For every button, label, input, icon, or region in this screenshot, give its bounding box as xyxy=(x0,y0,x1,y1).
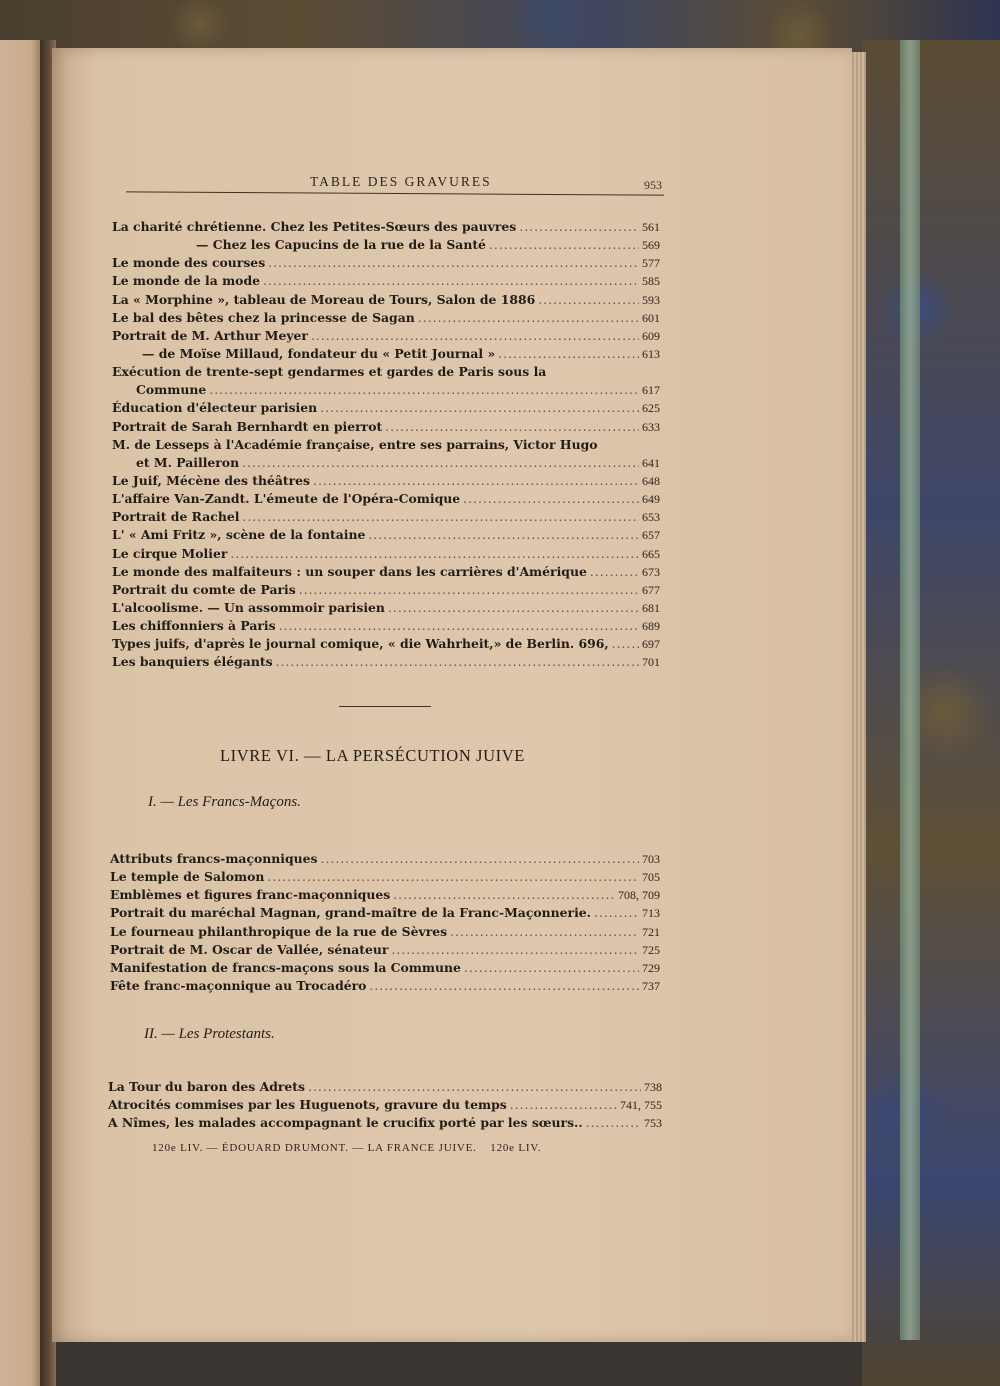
entry-page-number: 681 xyxy=(642,600,660,615)
entry-page-number: 677 xyxy=(642,582,660,597)
toc-entry xyxy=(110,904,660,922)
toc-entry xyxy=(112,653,660,671)
entry-title: Le cirque Molier xyxy=(112,545,228,561)
engravings-list-continued xyxy=(112,218,660,672)
entry-title: L'affaire Van-Zandt. L'émeute de l'Opéra-Comique xyxy=(112,491,461,507)
entry-page-number: 601 xyxy=(642,310,660,325)
toc-entry xyxy=(112,254,660,272)
leader-dots xyxy=(242,508,639,526)
entry-page-number: 703 xyxy=(642,852,660,866)
toc-entry xyxy=(112,309,660,327)
entry-page-number: 689 xyxy=(642,619,660,634)
entry-title: Le monde des courses xyxy=(112,255,266,271)
leader-dots xyxy=(612,635,639,653)
entry-page-number: 633 xyxy=(642,419,660,434)
leader-dots xyxy=(510,1096,617,1114)
entry-page-number: 708, 709 xyxy=(618,888,660,903)
footer-issue: 120e LIV. xyxy=(490,1142,542,1154)
entry-title: L' « Ami Fritz », scène de la fontaine xyxy=(112,527,366,543)
leader-dots xyxy=(498,345,639,363)
entry-title: La « Morphine », tableau de Moreau de Tours, Salon de 1886 xyxy=(112,291,536,307)
section-separator xyxy=(339,706,431,707)
leader-dots xyxy=(538,291,639,309)
leader-dots xyxy=(418,309,639,327)
leader-dots xyxy=(321,850,639,868)
leader-dots xyxy=(393,886,615,904)
marbled-cover-right xyxy=(862,40,1000,1386)
entry-title: Portrait du maréchal Magnan, grand-maître de la Franc-Maçonnerie. xyxy=(110,905,591,921)
toc-entry xyxy=(112,454,660,472)
leader-dots xyxy=(209,381,639,399)
toc-entry xyxy=(112,363,660,381)
entry-page-number: 585 xyxy=(642,274,660,289)
toc-entry xyxy=(112,635,660,653)
entry-page-number: 701 xyxy=(642,655,660,670)
entry-page-number: 569 xyxy=(642,238,660,253)
toc-entry xyxy=(110,941,660,959)
entry-title: M. de Lesseps à l'Académie française, entre ses parrains, Victor Hugo xyxy=(112,436,598,452)
entry-title: Exécution de trente-sept gendarmes et gardes de Paris sous la xyxy=(112,364,547,380)
toc-entry xyxy=(108,1114,662,1132)
toc-entry xyxy=(110,923,660,941)
leader-dots xyxy=(450,923,639,941)
toc-entry xyxy=(112,599,660,617)
entry-page-number: 725 xyxy=(642,942,660,957)
footer-signature: 120e LIV. — ÉDOUARD DRUMONT. — LA FRANCE JUIVE. xyxy=(152,1142,477,1154)
entry-title: Manifestation de francs-maçons sous la Commune xyxy=(110,959,461,975)
leader-dots xyxy=(308,1078,641,1096)
toc-entry xyxy=(112,236,660,254)
entry-page-number: 665 xyxy=(642,546,660,561)
toc-entry xyxy=(112,581,660,599)
leader-dots xyxy=(311,327,639,345)
toc-entry xyxy=(112,508,660,526)
leader-dots xyxy=(320,399,639,417)
entry-page-number: 753 xyxy=(644,1116,662,1131)
page-number: 953 xyxy=(644,178,662,192)
entry-title: Le temple de Salomon xyxy=(110,869,265,885)
leader-dots xyxy=(279,617,639,635)
leader-dots xyxy=(230,545,639,563)
entry-title: Le fourneau philanthropique de la rue de Sèvres xyxy=(110,923,448,939)
entry-title: La Tour du baron des Adrets xyxy=(108,1079,305,1094)
leader-dots xyxy=(463,490,639,508)
entry-page-number: 641 xyxy=(642,455,660,470)
left-page-edge xyxy=(0,40,44,1386)
leader-dots xyxy=(242,454,639,472)
toc-entry xyxy=(110,977,660,995)
book-page xyxy=(52,48,852,1342)
leader-dots xyxy=(519,218,639,236)
entry-page-number: 713 xyxy=(642,906,660,921)
entry-page-number: 738 xyxy=(644,1080,662,1094)
entry-title: La charité chrétienne. Chez les Petites-Sœurs des pauvres xyxy=(112,219,517,234)
entry-page-number: 657 xyxy=(642,528,660,543)
leader-dots xyxy=(594,904,639,922)
leader-dots xyxy=(268,254,639,272)
toc-entry xyxy=(110,850,660,868)
leader-dots xyxy=(385,418,639,436)
entry-page-number: 617 xyxy=(642,383,660,398)
entry-page-number: 609 xyxy=(642,328,660,343)
toc-entry xyxy=(112,563,660,581)
toc-entry xyxy=(112,472,660,490)
page-footer xyxy=(152,1142,551,1154)
leader-dots xyxy=(369,977,639,995)
entry-title: Les chiffonniers à Paris xyxy=(112,618,276,634)
entry-title: Éducation d'électeur parisien xyxy=(112,400,318,416)
entry-title: Portrait du comte de Paris xyxy=(112,581,296,597)
toc-entry xyxy=(112,436,660,454)
entry-page-number: 625 xyxy=(642,401,660,416)
francs-macons-list xyxy=(110,850,660,995)
entry-title: — de Moïse Millaud, fondateur du « Petit Journal » xyxy=(142,345,496,361)
entry-title: Portrait de Rachel xyxy=(112,509,240,525)
toc-entry xyxy=(112,617,660,635)
entry-title: Le monde de la mode xyxy=(112,273,260,289)
entry-page-number: 577 xyxy=(642,256,660,271)
leader-dots xyxy=(368,526,639,544)
book-heading: LIVRE VI. — LA PERSÉCUTION JUIVE xyxy=(220,746,525,765)
entry-page-number: 741, 755 xyxy=(620,1098,662,1113)
toc-entry xyxy=(110,868,660,886)
entry-title: Attributs francs-maçonniques xyxy=(110,851,318,866)
leader-dots xyxy=(391,941,639,959)
toc-entry xyxy=(112,291,660,309)
toc-entry xyxy=(112,490,660,508)
entry-page-number: 593 xyxy=(642,292,660,307)
toc-entry xyxy=(110,959,660,977)
entry-title: Atrocités commises par les Huguenots, gravure du temps xyxy=(108,1097,507,1113)
toc-entry xyxy=(112,345,660,363)
leader-dots xyxy=(276,653,639,671)
toc-entry xyxy=(112,327,660,345)
toc-entry xyxy=(112,545,660,563)
entry-page-number: 561 xyxy=(642,220,660,234)
entry-page-number: 737 xyxy=(642,978,660,993)
entry-page-number: 648 xyxy=(642,473,660,488)
running-title: TABLE DES GRAVURES xyxy=(310,174,492,189)
toc-entry xyxy=(108,1096,662,1114)
entry-title: Emblèmes et figures franc-maçonniques xyxy=(110,887,391,903)
toc-entry xyxy=(112,381,660,399)
entry-page-number: 613 xyxy=(642,346,660,361)
entry-title: Commune xyxy=(136,382,207,398)
toc-entry xyxy=(108,1078,662,1096)
entry-page-number: 729 xyxy=(642,960,660,975)
section-heading-francs-macons: I. — Les Francs-Maçons. xyxy=(148,794,301,810)
header-rule xyxy=(126,191,664,195)
entry-title: — Chez les Capucins de la rue de la Santé xyxy=(196,237,486,253)
toc-entry xyxy=(112,526,660,544)
entry-title: Portrait de M. Arthur Meyer xyxy=(112,327,308,343)
leader-dots xyxy=(263,272,639,290)
entry-title: L'alcoolisme. — Un assommoir parisien xyxy=(112,599,385,615)
entry-page-number: 697 xyxy=(642,637,660,652)
leader-dots xyxy=(313,472,639,490)
entry-page-number: 721 xyxy=(642,924,660,939)
entry-page-number: 653 xyxy=(642,510,660,525)
entry-page-number: 649 xyxy=(642,492,660,507)
leader-dots xyxy=(267,868,639,886)
entry-title: Fête franc-maçonnique au Trocadéro xyxy=(110,977,367,993)
entry-page-number: 705 xyxy=(642,870,660,885)
toc-entry xyxy=(112,418,660,436)
entry-title: Types juifs, d'après le journal comique, « die Wahrheit,» de Berlin. 696, xyxy=(112,636,609,652)
entry-title: Le monde des malfaiteurs : un souper dans les carrières d'Amérique xyxy=(112,563,587,579)
entry-title: Portrait de Sarah Bernhardt en pierrot xyxy=(112,418,383,434)
entry-title: Le Juif, Mécène des théâtres xyxy=(112,472,310,488)
leader-dots xyxy=(590,563,639,581)
leader-dots xyxy=(586,1114,641,1132)
leader-dots xyxy=(489,236,639,254)
toc-entry xyxy=(110,886,660,904)
toc-entry xyxy=(112,272,660,290)
toc-entry xyxy=(112,218,660,236)
protestants-list xyxy=(108,1078,662,1132)
leader-dots xyxy=(388,599,639,617)
toc-entry xyxy=(112,399,660,417)
leader-dots xyxy=(464,959,639,977)
entry-title: Le bal des bêtes chez la princesse de Sagan xyxy=(112,309,415,325)
entry-title: Portrait de M. Oscar de Vallée, sénateur xyxy=(110,941,389,957)
leader-dots xyxy=(299,581,639,599)
section-heading-protestants: II. — Les Protestants. xyxy=(144,1026,275,1042)
entry-title: Les banquiers élégants xyxy=(112,654,273,670)
entry-title: et M. Pailleron xyxy=(136,454,240,470)
entry-title: A Nîmes, les malades accompagnant le crucifix porté par les sœurs.. xyxy=(108,1115,583,1131)
entry-page-number: 673 xyxy=(642,564,660,579)
cover-spine-strip xyxy=(900,40,920,1340)
